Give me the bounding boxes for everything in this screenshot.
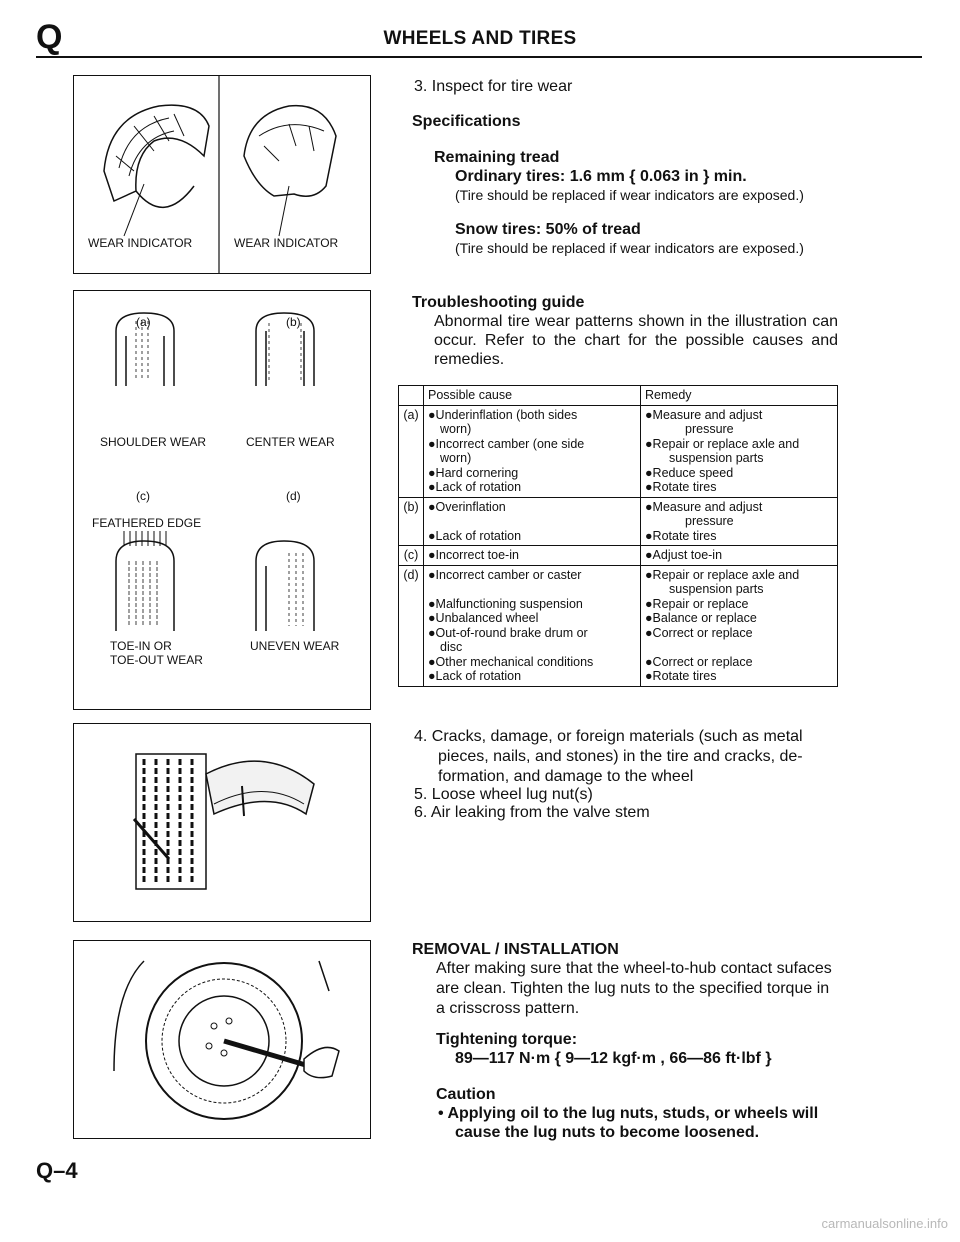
- torque-value: 89—117 N·m { 9—12 kgf·m , 66—86 ft·lbf }: [455, 1050, 772, 1067]
- cause-text: ●Lack of rotation: [428, 480, 522, 494]
- remedy-text: ●Repair or replace axle and: [645, 567, 800, 582]
- step-4-line-2: pieces, nails, and stones) in the tire and cracks, de-: [438, 748, 803, 765]
- remedy-text: ●Reduce speed: [645, 465, 734, 480]
- label-b: (b): [286, 315, 301, 329]
- remedy-text: ●Balance or replace: [645, 611, 757, 625]
- row-key: (c): [399, 546, 424, 566]
- cause-text: ●Incorrect toe-in: [428, 548, 519, 562]
- ordinary-tires-note: (Tire should be replaced if wear indicators are exposed.): [455, 187, 804, 203]
- toe-wear-label-2: TOE-OUT WEAR: [110, 653, 203, 667]
- step-3: 3. Inspect for tire wear: [414, 78, 573, 95]
- remedy-text: ●Rotate tires: [645, 669, 717, 683]
- remedy-text: pressure: [685, 514, 734, 528]
- cause-text: ●Incorrect camber or caster: [428, 567, 582, 582]
- table-row: [399, 546, 838, 566]
- tire-damage-illustration: [74, 724, 370, 921]
- lug-nut-illustration: [74, 941, 370, 1138]
- lug-nut-figure: [73, 940, 371, 1139]
- watermark: carmanualsonline.info: [821, 1216, 948, 1231]
- cause-text: ●Other mechanical conditions: [428, 654, 594, 669]
- troubleshooting-heading: Troubleshooting guide: [412, 294, 585, 311]
- cause-text: ●Lack of rotation: [428, 528, 522, 543]
- troubleshooting-table: [398, 385, 838, 687]
- page-title: WHEELS AND TIRES: [383, 28, 577, 49]
- wear-indicator-label-right: WEAR INDICATOR: [234, 236, 339, 250]
- removal-heading: REMOVAL / INSTALLATION: [412, 941, 619, 958]
- remedy-text: ●Rotate tires: [645, 480, 717, 494]
- remedy-text: ●Repair or replace: [645, 596, 749, 611]
- remedy-text: ●Measure and adjust: [645, 407, 763, 422]
- feathered-edge-label: FEATHERED EDGE: [92, 516, 202, 530]
- troubleshooting-text: Abnormal tire wear patterns shown in the illustration can occur. Refer to the chart for the possible causes and remedies.: [434, 313, 838, 368]
- table-row: [399, 405, 838, 497]
- cause-text: disc: [440, 640, 463, 654]
- removal-text: After making sure that the wheel-to-hub contact sufaces are clean. Tighten the lug nuts to the specified torque in a crisscross pattern.: [436, 960, 832, 1017]
- remedy-text: ●Repair or replace axle and: [645, 436, 800, 451]
- cause-text: worn): [440, 451, 472, 465]
- tire-damage-figure: [73, 723, 371, 922]
- wear-indicator-label-left: WEAR INDICATOR: [88, 236, 193, 250]
- snow-tires-spec: Snow tires: 50% of tread: [455, 221, 641, 238]
- toe-wear-label-1: TOE-IN OR: [110, 639, 172, 653]
- table-header-row: [399, 386, 838, 406]
- snow-tires-note: (Tire should be replaced if wear indicators are exposed.): [455, 240, 804, 256]
- cause-text: ●Incorrect camber (one side: [428, 436, 585, 451]
- remedy-text: ●Rotate tires: [645, 528, 717, 543]
- remedy-text: ●Adjust toe-in: [645, 548, 723, 562]
- remedy-text: ●Measure and adjust: [645, 499, 763, 514]
- page-number: Q–4: [36, 1158, 78, 1183]
- remedy-text: suspension parts: [669, 582, 764, 596]
- cause-text: ●Out-of-round brake drum or: [428, 625, 588, 640]
- center-wear-label: CENTER WEAR: [246, 435, 335, 449]
- cause-text: worn): [440, 422, 472, 436]
- row-key: (d): [399, 565, 424, 686]
- shoulder-wear-label: SHOULDER WEAR: [100, 435, 207, 449]
- specifications-heading: Specifications: [412, 113, 521, 130]
- wear-indicator-figure: [73, 75, 371, 274]
- step-6: 6. Air leaking from the valve stem: [414, 804, 650, 821]
- label-a: (a): [136, 315, 151, 329]
- cause-text: ●Underinflation (both sides: [428, 407, 578, 422]
- wear-patterns-figure: [73, 290, 371, 710]
- col-possible-cause: Possible cause: [424, 386, 641, 406]
- cause-text: ●Hard cornering: [428, 465, 519, 480]
- row-key: (b): [399, 497, 424, 546]
- step-5: 5. Loose wheel lug nut(s): [414, 786, 593, 803]
- cause-text: ●Lack of rotation: [428, 669, 522, 683]
- row-key: (a): [399, 405, 424, 497]
- remaining-tread-heading: Remaining tread: [434, 149, 560, 166]
- step-4-line-1: 4. Cracks, damage, or foreign materials (such as metal: [414, 728, 803, 745]
- col-remedy: Remedy: [641, 386, 838, 406]
- caution-heading: Caution: [436, 1086, 496, 1103]
- cause-text: ●Overinflation: [428, 499, 506, 514]
- caution-line-2: cause the lug nuts to become loosened.: [455, 1124, 760, 1141]
- remedy-text: ●Correct or replace: [645, 625, 753, 640]
- cause-text: ●Malfunctioning suspension: [428, 596, 583, 611]
- ordinary-tires-spec: Ordinary tires: 1.6 mm { 0.063 in } min.: [455, 168, 747, 185]
- caution-line-1: • Applying oil to the lug nuts, studs, or wheels will: [438, 1105, 819, 1122]
- table-row: [399, 497, 838, 546]
- remedy-text: suspension parts: [669, 451, 764, 465]
- remedy-text: pressure: [685, 422, 734, 436]
- header-rule: [36, 56, 922, 58]
- label-c: (c): [136, 489, 150, 503]
- remedy-text: ●Correct or replace: [645, 654, 753, 669]
- step-4-line-3: formation, and damage to the wheel: [438, 768, 694, 785]
- label-d: (d): [286, 489, 301, 503]
- torque-label: Tightening torque:: [436, 1031, 578, 1048]
- table-row: [399, 565, 838, 686]
- cause-text: ●Unbalanced wheel: [428, 611, 539, 625]
- uneven-wear-label: UNEVEN WEAR: [250, 639, 340, 653]
- section-letter: Q: [36, 18, 63, 56]
